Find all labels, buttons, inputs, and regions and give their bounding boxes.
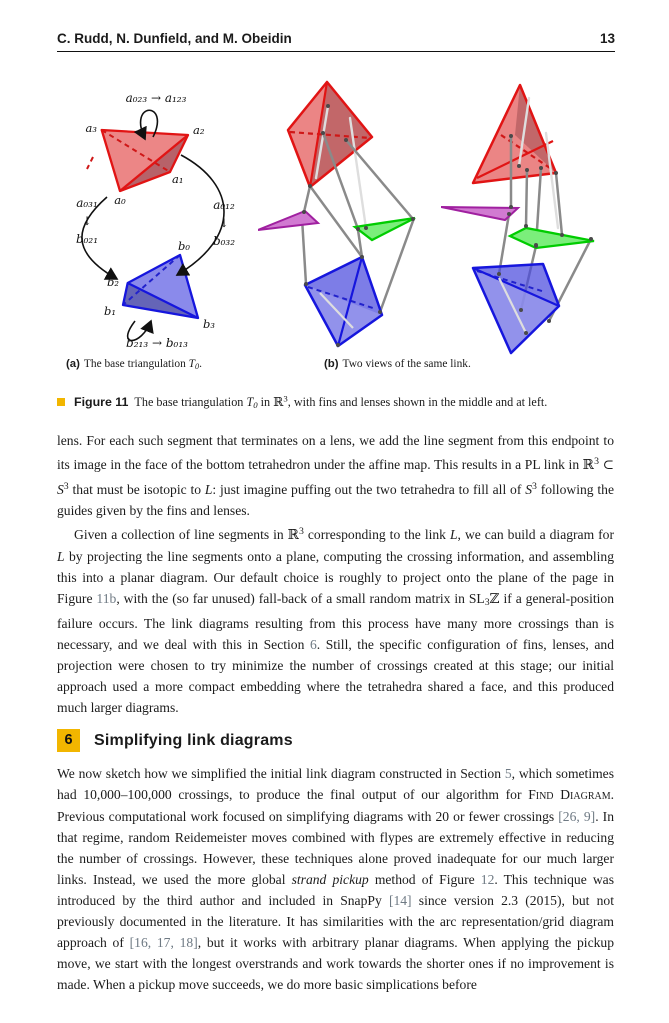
text-run: T <box>188 358 195 370</box>
purple-fin <box>258 211 318 230</box>
text-run: Find Diagram <box>528 787 611 803</box>
section-heading <box>57 729 614 752</box>
base-triangulation-diagram <box>57 85 289 357</box>
text-run: : just imagine puffing out the two tetrahedra to fill all of <box>212 481 526 497</box>
text-run: in <box>257 395 274 410</box>
vertex-label-a2: a₂ <box>193 123 205 137</box>
figure-caption-text <box>134 395 547 409</box>
subcaption-a-text <box>84 358 202 370</box>
text-run: We now sketch how we simplified the initial link diagram constructed in Section <box>57 766 505 782</box>
text-run: 3 <box>532 480 537 492</box>
text-run: . <box>199 358 202 370</box>
text-run: by projecting the line segments onto a plane, computing the crossing information, and assembling this into a planar diagram. Our default choice is roughly to project onto the plane of the page in Figure <box>57 548 614 606</box>
text-run: 0 <box>194 361 200 371</box>
text-run: , which sometimes had 10,000–100,000 crossings, to produce the final output of our algorithm for <box>57 766 615 803</box>
text-run: 3 <box>594 456 599 468</box>
text-run: if a general-position failure occurs. The link diagrams resulting from this process have many more crossings than is necessary, and we deal with this in Section <box>57 591 615 653</box>
text-run: Given a collection of line segments in <box>74 526 288 542</box>
red-tetrahedron <box>288 82 372 187</box>
header-rule <box>57 51 615 52</box>
subcaption-b-label: (b) <box>324 358 339 370</box>
vertex-label-b2: b₂ <box>107 275 119 289</box>
text-run: ℝ <box>273 395 284 410</box>
paragraph-2 <box>57 521 614 718</box>
vertex-label-a1: a₁ <box>172 172 184 186</box>
text-run: , we can build a diagram for <box>457 526 615 542</box>
text-run: 0 <box>253 400 258 411</box>
section-title: Simplifying link diagrams <box>94 732 293 750</box>
section-number-box: 6 <box>57 729 80 752</box>
text-run: following the guides given by the fins and lenses. <box>57 481 614 518</box>
purple-fin <box>441 207 518 220</box>
label-top-map: a₀₂₃ → a₁₂₃ <box>125 91 187 105</box>
figure-caption <box>57 394 547 410</box>
subcaption-b-text <box>343 358 471 370</box>
subcaption-b <box>324 358 471 370</box>
vertex-label-a3: a₃ <box>85 121 97 135</box>
ref-link[interactable]: 12 <box>480 871 495 887</box>
subcaption-a <box>66 358 202 371</box>
header-authors: C. Rudd, N. Dunfield, and M. Obeidin <box>57 31 292 46</box>
text-run: L <box>204 481 213 497</box>
text-run: . Previous computational work focused on simplifying diagrams with 20 or fewer crossings <box>57 787 615 824</box>
text-run: lens. For each such segment that terminates on a lens, we add the line segment from this endpoint to its image in the face of the bottom tetrahedron under the affine map. This results in a PL link in <box>57 433 614 472</box>
link-view-middle <box>258 78 458 370</box>
right-arc-arrow <box>177 155 224 275</box>
paragraph-3 <box>57 763 614 995</box>
ref-link[interactable]: 6 <box>309 637 317 653</box>
text-run: since version 2.3 (2015), but not previously documented in the literature. It has similarities with the arc representation/grid diagram approach of <box>57 892 615 950</box>
ref-link[interactable]: 5 <box>504 766 512 782</box>
text-run: L <box>449 526 458 542</box>
text-run: that must be isotopic to <box>68 481 205 497</box>
ref-link[interactable]: [14] <box>388 892 412 908</box>
blue-tetrahedron <box>305 257 382 346</box>
green-fin <box>510 228 594 248</box>
vertex-label-b0: b₀ <box>178 239 190 253</box>
text-run: 3 <box>484 597 490 609</box>
text-run: 3 <box>283 394 288 404</box>
ref-link[interactable]: [26, 9] <box>558 808 596 824</box>
link-view-right <box>441 78 663 370</box>
paragraph-1 <box>57 430 614 521</box>
vertex-label-a0: a₀ <box>114 193 126 207</box>
text-run: ⊂ <box>602 456 614 473</box>
figure-caption-label: Figure 11 <box>74 395 129 410</box>
text-run: strand pickup <box>291 871 369 887</box>
down-arrow-icon: ↓ <box>218 216 230 230</box>
text-run: The base triangulation <box>134 395 247 410</box>
text-run: 3 <box>63 480 69 492</box>
red-tetrahedron <box>473 85 556 183</box>
text-run: ℝ <box>582 456 595 473</box>
text-run: . In that regime, random Reidemeister moves combined with flypes are extremely effective in reducing the number of crossings. However, these techniques alone proved inadequate for our much larger links. Instead, we used the more global <box>57 808 614 887</box>
subcaption-a-label: (a) <box>66 358 80 370</box>
text-run: method of Figure <box>368 871 481 887</box>
text-run: S <box>57 481 64 497</box>
blue-tetrahedron <box>473 264 559 353</box>
text-run: ℝ <box>287 526 300 543</box>
blue-tetrahedron <box>123 255 198 318</box>
page-number: 13 <box>599 31 615 46</box>
label-left-from: a₀₃₁ <box>76 196 98 210</box>
text-run: . Still, the specific configuration of fins, lenses, and projection were chosen to try minimize the number of crossings created at this stage; our initial approach used a more compact embedding where the tetrahedra shared a face, and this produced much larger diagrams. <box>57 637 614 716</box>
label-right-to: b₀₃₂ <box>212 234 236 248</box>
body-text <box>57 430 614 995</box>
text-run: , with fins and lenses shown in the middle and at left. <box>287 395 548 410</box>
text-run: corresponding to the link <box>303 526 450 542</box>
text-run: 3 <box>299 525 304 537</box>
text-run: , with the (so far unused) fall-back of a small random matrix in SL <box>116 591 485 606</box>
text-run: , but it works with arbitrary planar diagrams. When applying the pickup move, we start with the longest overstrands and work towards the shorter ones if no improvement is made. When a pickup move succeeds, we do more basic simplications before <box>57 934 614 992</box>
ref-link[interactable]: 11b <box>96 591 117 606</box>
page-header <box>57 31 615 46</box>
text-run: ℤ <box>489 591 500 607</box>
text-run: . This technique was introduced by the third author and included in SnapPy <box>57 871 615 908</box>
label-bottom-map: b₂₁₃ → b₀₁₃ <box>126 336 188 350</box>
vertex-label-b3: b₃ <box>203 317 215 331</box>
text-run: The base triangulation <box>83 358 189 370</box>
text-run: S <box>525 481 532 497</box>
label-right-from: a₀₁₂ <box>213 198 235 212</box>
ref-link[interactable]: [16, 17, 18] <box>129 934 198 950</box>
text-run: Two views of the same link. <box>342 358 471 370</box>
label-left-to: b₀₂₁ <box>75 232 99 246</box>
caption-square-icon <box>57 398 65 406</box>
text-run: L <box>57 548 65 564</box>
text-run: T <box>246 395 254 410</box>
down-arrow-icon: ↓ <box>81 214 93 228</box>
vertex-label-b1: b₁ <box>104 304 116 318</box>
